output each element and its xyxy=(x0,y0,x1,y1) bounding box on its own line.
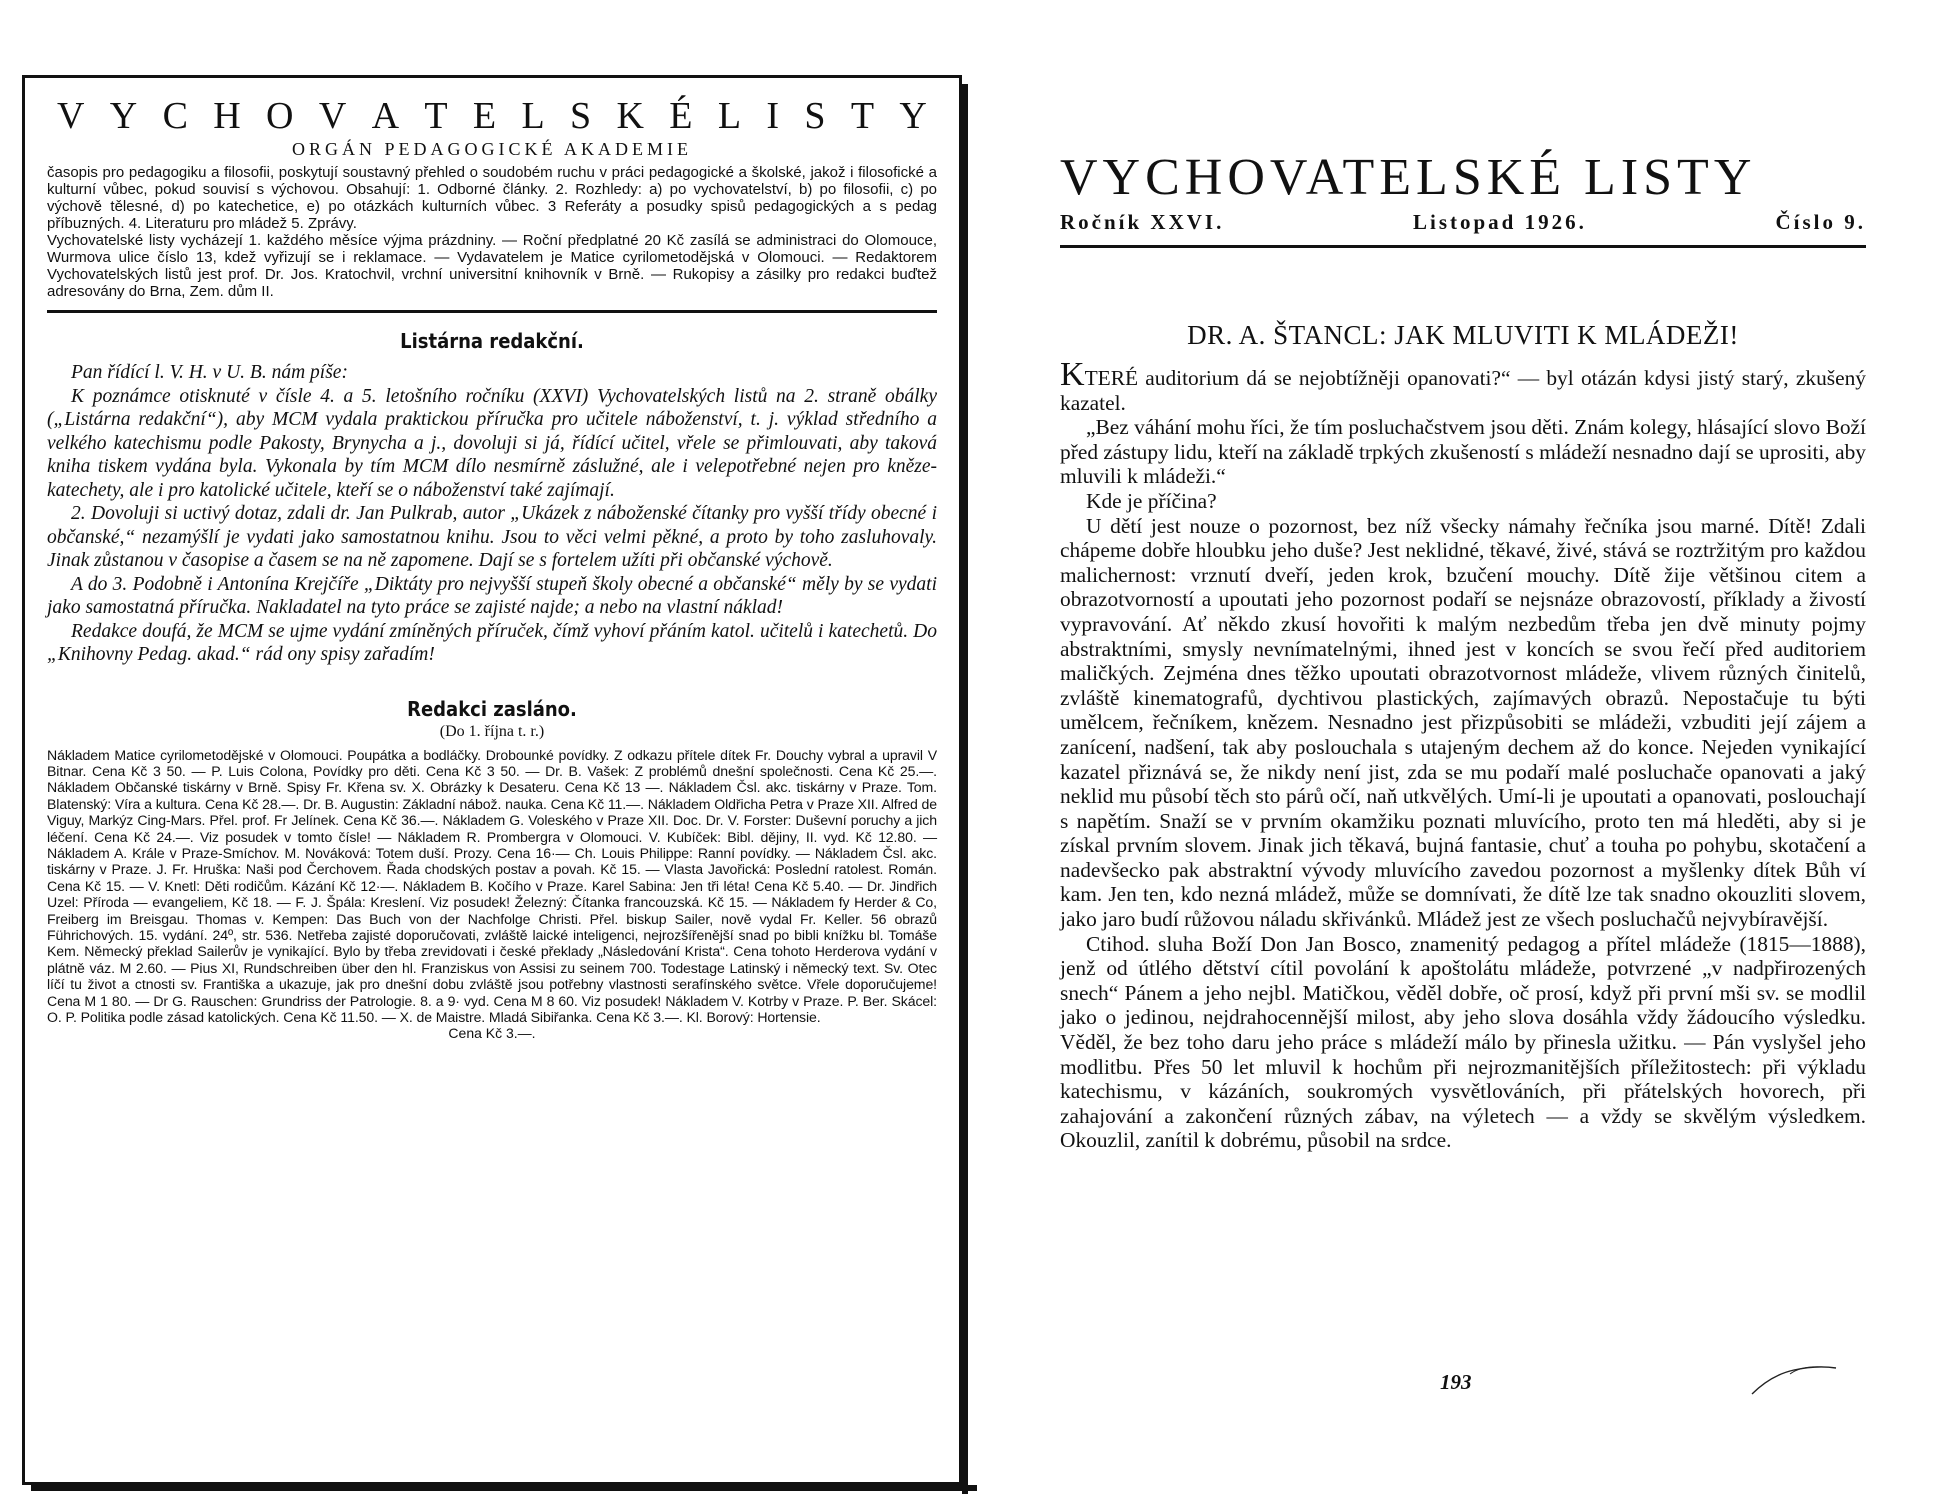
masthead-title xyxy=(57,96,927,136)
masthead-letter: É xyxy=(669,95,693,137)
article-paragraph: „Bez váhání mohu říci, že tím posluchačstvem jsou děti. Znám kolegy, hlásající slovo Boží před zástupy lidu, kteří na základě trpkých zkušeností s mládeží nesnadno dají se uprositi, aby mluvili k mládeži.“ xyxy=(1060,415,1866,489)
listarna-body xyxy=(47,361,937,667)
header-rule xyxy=(1060,245,1866,248)
journal-title: VYCHOVATELSKÉ LISTY xyxy=(1060,149,1757,206)
masthead-letter: I xyxy=(766,95,780,137)
issue-date: Listopad 1926. xyxy=(1412,210,1587,234)
journal-description xyxy=(47,164,937,232)
letter-paragraph: Redakce doufá, že MCM se ujme vydání zmíněných příruček, čímž vyhoví přáním katol. učitelů i katechetů. Do „Knihovny Pedag. akad.“ rád ony spisy zařadím! xyxy=(47,620,937,665)
back-cover-box xyxy=(22,75,962,1485)
masthead-letter: L xyxy=(717,95,742,137)
article-paragraph: Ctihod. sluha Boží Don Jan Bosco, znamenitý pedagog a přítel mládeže (1815—1888), jenž od útlého dětství cítil povolání k apoštolátu mládeže, potvrzené „v nadpřirozených snech“ Pánem a jeho nejbl. Matičkou, věděl dobře, oč prosí, když při první mši sv. se modlil jako o jedinou, nejdrahocennější milost, aby jeho slova dosáhla vždy žádoucího výsledku. Věděl, že bez toho daru jeho práce s mládeží málo by přinesla užitku. — Pán vyslyšel jeho modlitbu. Přes 50 let mluvil k hochům při nejrozmanitějších příležitostech: při výkladu katechismu, v kázáních, soukromých vysvětlováních, při přátelských hovorech, při zahajování a zakončení různých zábav, na výletech — a vždy se skvělým výsledkem. Okouzlil, zanítil k dobrému, působil na srdce. xyxy=(1060,931,1866,1153)
article-title: DR. A. ŠTANCL: JAK MLUVITI K MLÁDEŽI! xyxy=(1187,320,1739,350)
masthead-letter: H xyxy=(213,95,241,137)
issue-meta xyxy=(1060,210,1866,235)
page-number: 193 xyxy=(1440,1370,1472,1394)
section-divider xyxy=(47,310,937,313)
listarna-heading: Listárna redakční. xyxy=(400,329,584,353)
publishing-text: Vychovatelské listy vycházejí 1. každého měsíce výjma prázdniny. — Roční předplatné 20 Kč zasílá se administraci do Olomouce, Wurmova ulice číslo 13, kdež vyřizují se i reklamace. — Vydavatelem je Matice cyrilometodějská v Olomouci. — Redaktorem Vychovatelských listů jest prof. Dr. Jos. Kratochvil, vrchní universitní knihovník v Brně. — Rukopisy a zásilky pro redakci buďtež adresovány do Brna, Zem. dům II. xyxy=(47,232,937,300)
publishing-info xyxy=(47,232,937,300)
masthead-letter: V xyxy=(318,95,347,137)
description-text: časopis pro pedagogiku a filosofii, poskytují soustavný přehled o soudobém ruchu v práci pedagogické a školské, jakož i filosofické a kulturní vůbec, pokud souvisí s výchovou. Obsahují: 1. Odborné články. 2. Rozhledy: a) po vychovatelství, b) po filosofii, c) po výchově tělesné, d) po katechetice, e) po otázkách kulturních vůbec. 3 Referáty a posudky spisů pedagogických a s pedag příbuzných. 4. Literaturu pro mládež 5. Zprávy. xyxy=(47,164,937,232)
article-body xyxy=(1060,356,1866,1153)
lead-text: TERÉ auditorium dá se nejobtížněji opanovati?“ — byl otázán kdysi jistý starý, zkušený kazatel. xyxy=(1060,366,1866,415)
masthead-letter: O xyxy=(266,95,294,137)
letter-paragraph: 2. Dovoluji si uctivý dotaz, zdali dr. Jan Pulkrab, autor „Ukázek z náboženské čítanky pro vyšší třídy obecné i občanské,“ nezamýšlí je vydati jako samostatnou knihu. Jsou to věci velmi pěkné, a proto by toho zasluhovaly. Jinak zůstanou v časopise a časem se na ně zapomene. Dají se s fortelem užíti při občanské výchově. xyxy=(47,503,937,571)
masthead-letter: Y xyxy=(109,95,138,137)
masthead-letter: C xyxy=(162,95,188,137)
issue-number: Číslo 9. xyxy=(1775,210,1866,234)
article-page xyxy=(1060,150,1866,1153)
letter-paragraph: A do 3. Podobně i Antonína Krejčíře „Diktáty pro nejvyšší stupeň školy obecné a občanské“ měly by se vydati jako samostatná příručka. Nakladatel na tyto práce se zajisté najde; a nebo na vlastní náklad! xyxy=(47,573,937,618)
zaslano-list: Nákladem Matice cyrilometodějské v Olomouci. Poupátka a bodláčky. Drobounké povídky. Z odkazu přítele dítek Fr. Douchy vybral a upravil V Bitnar. Cena Kč 3 50. — P. Luis Colona, Povídky pro děti. Cena Kč 3 50. — Dr. B. Vašek: Z problémů dnešní společnosti. Cena Kč 25.—. Nákladem Občanské tiskárny v Brně. Spisy Fr. Křena sv. X. Obrázky k Desateru. Cena Kč 13 —. Nákladem Čsl. akc. tiskárny v Praze. Tom. Blatenský: Víra a kultura. Cena Kč 28.—. Dr. B. Augustin: Základní nábož. nauka. Cena Kč 11.—. Nákladem Oldřicha Petra v Praze XII. Alfred de Viguy, Markýz Cing-Mars. Přel. prof. Fr Jelínek. Cena Kč 36.—. Nákladem G. Voleského v Praze XII. Doc. Dr. V. Forster: Duševní poruchy a jich léčení. Cena Kč 24.—. Viz posudek v tomto čísle! — Nákladem R. Prombergra v Olomouci. V. Kubíček: Bibl. dějiny, II. vyd. Kč 12.80. — Nákladem A. Krále v Praze-Smíchov. M. Nováková: Totem duší. Prozy. Cena 16·— Ch. Louis Philippe: Ranní povídky. — Nákladem Čsl. akc. tiskárny v Praze. J. Fr. Hruška: Naši pod Čerchovem. Řada chodských postav a povah. Kč 15. — Vlasta Javořická: Poslední ratolest. Román. Cena Kč 15. — V. Knetl: Děti rodičům. Kázání Kč 12·—. Nákladem B. Kočího v Praze. Karel Sabina: Jen tři léta! Cena Kč 5.40. — Dr. Jindřich Uzel: Příroda — evangeliem, Kč 18. — F. J. Špála: Kreslení. Viz posudek! Železný: Čítanka francouzská. Kč 15. — Nákladem fy Herder & Co, Freiberg im Breisgau. Thomas v. Kempen: Das Buch von der Nachfolge Christi. Přel. biskup Sailer, nově vydal Fr. Keller. 56 obrazů Führichových. 15. vydání. 24º, str. 536. Netřeba zajisté doporučovati, zvláště laické inteligenci, nejrozšířenější snad po bibli knížku bl. Tomáše Kem. Německý překlad Sailerův je vynikající. Bylo by třeba zrevidovati i české překlady „Následování Krista“. Cena tohoto Herderova vydání v plátně váz. M 2.60. — Pius XI, Rundschreiben über den hl. Franziskus von Assisi zu seinem 700. Todestage Latinský i německý text. Sv. Otec líčí tu život a ctnosti sv. Františka a ukazuje, jak pro dnešní dobu zvláště jsou potřebny vlastnosti serafínského světce. Vřele doporučujeme! Cena M 1 80. — Dr G. Rauschen: Grundriss der Patrologie. 8. a 9· vyd. Cena M 8 60. Viz posudek! Nákladem V. Kotrby v Praze. P. Ber. Skácel: O. P. Politika podle zásad katolických. Cena Kč 11.50. — X. de Maistre. Mladá Sibiřanka. Cena Kč 3.—. Kl. Borový: Hortensie. xyxy=(47,746,937,1025)
zaslano-heading: Redakci zasláno. xyxy=(407,696,577,721)
letter-paragraph: K poznámce otisknuté v čísle 4. a 5. letošního ročníku (XXVI) Vychovatelských listů na 2. straně obálky („Listárna redakční“), aby MCM vydala praktickou příručka pro učitele náboženství, t. j. výklad středního a velkého katechismu podle Pakosty, Brynycha a j., dovoluji si já, řídící učitel, vřele se přimlouvati, aby taková kniha tiskem vydána byla. Vykonala by tím MCM dílo nesmírně záslužné, ale i velepotřebné nejen pro kněze-katechety, ale i pro katolické učitele, kteří se o náboženství také zajímají. xyxy=(47,385,937,501)
masthead-subtitle: ORGÁN PEDAGOGICKÉ AKADEMIE xyxy=(292,139,692,159)
masthead-letter: K xyxy=(616,95,644,137)
letter-paragraph: Pan řídící l. V. H. v U. B. nám píše: xyxy=(71,362,348,383)
volume-label: Ročník XXVI. xyxy=(1060,210,1225,234)
drop-cap: K xyxy=(1060,356,1085,393)
zaslano-end: Cena Kč 3.—. xyxy=(448,1025,536,1042)
masthead-letter: V xyxy=(57,95,85,137)
masthead-letter: E xyxy=(472,95,497,137)
article-paragraph: U dětí jest nouze o pozornost, bez níž všecky námahy řečníka jsou marné. Dítě! Zdali chápeme dobře hloubku jeho duše? Jest neklidné, těkavé, živé, stává se roztržitým pro každou malichernost: vrznutí dveří, jeden krok, bzučení mouchy. Dítě žije většinou citem a obrazotvorností a upoutati jeho pozornost podaří se nejsnáze obrazovostí, příklady a živostí vypravování. Ať někdo zkusí hovořiti k malým nezbedům třeba jen dvě minuty pojmy abstraktními, smysly nevnímatelnými, ihned jest v koncích se svou řečí před auditoriem maličkých. Zejména dnes těžko upoutati obrazotvornost mládeže, vlivem různých činitelů, zvláště kinematografů, dychtivou plastických, zajímavých obrazů. Nepostačuje tu býti umělcem, řečníkem, knězem. Nesnadno jest přizpůsobiti se mládeži, vzbuditi její zájem a zanícení, nadšení, tak aby poslouchala s utajeným dechem až do konce. Nejeden vynikající kazatel přiznává se, že nikdy není jist, zda se mu podaří malé posluchače opanovati a jaký neklid mu působí těch sto párů očí, naň utkvělých. Umí-li je upoutati a opanovati, poslouchají s napětím. Snaží se v prvním okamžiku poznati mluvícího, proto ten má hleděti, aby si je získal prvním slovem. Jinak jich těkavá, bujná fantasie, chuť a touha po pohybu, skotačení a nadevšecko pak abstraktní vývody mluvícího zavedou pozornost a myšlenky dítek Bůh ví kam. Jen ten, kdo nezná mládež, může se domnívati, že dítě lze tak snadno okouzliti slovem, jako jaro budí růžovou náladu skřivánků. Mládež jest ze všech posluchačů nejvybíravější. xyxy=(1060,513,1866,932)
masthead-letter: L xyxy=(521,95,545,137)
masthead-letter: Y xyxy=(899,95,927,137)
article-lead xyxy=(1060,356,1866,415)
masthead-letter: T xyxy=(424,95,448,137)
article-paragraph: Kde je příčina? xyxy=(1086,488,1217,513)
masthead-letter: A xyxy=(371,95,400,137)
pencil-mark-icon xyxy=(1750,1358,1840,1398)
zaslano-date: (Do 1. října t. r.) xyxy=(439,722,545,740)
masthead-letter: S xyxy=(804,95,826,137)
masthead-letter: T xyxy=(850,95,875,137)
masthead-letter: S xyxy=(570,95,592,137)
